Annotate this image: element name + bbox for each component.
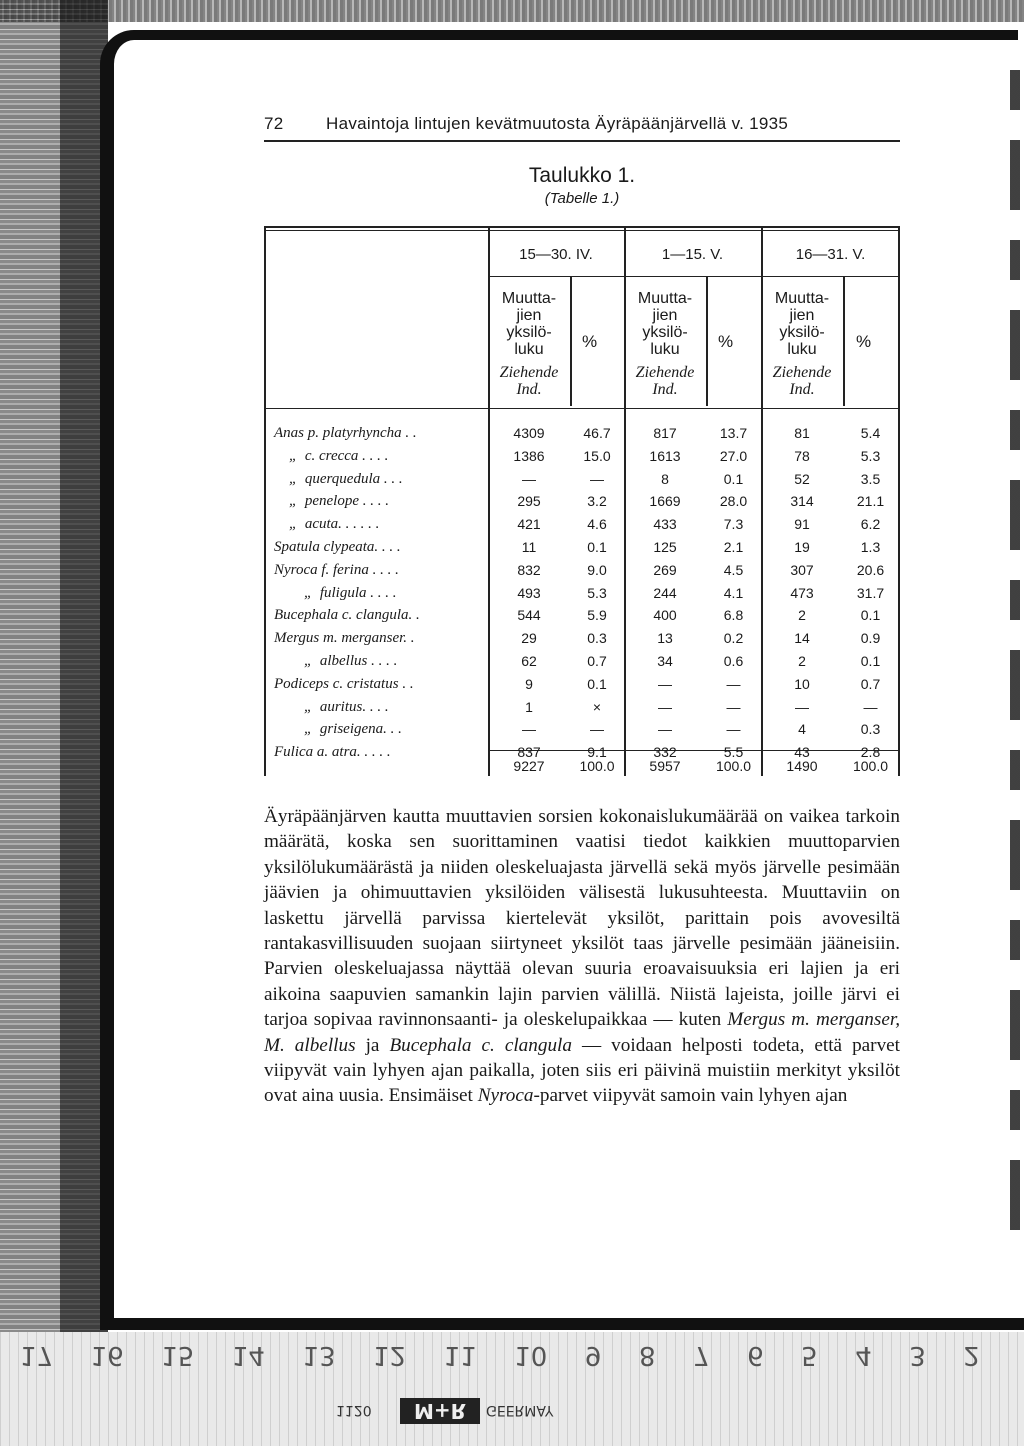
percent-cell: 0.1: [860, 652, 881, 669]
ruler-logo: M+R: [400, 1398, 480, 1424]
count-cell: 14: [794, 630, 810, 647]
ruler-number: 3: [909, 1340, 926, 1370]
percent-cell: 1.3: [860, 538, 881, 555]
table-row: [264, 653, 900, 676]
ruler-number: 7: [693, 1340, 710, 1370]
species-name: „ griseigena. . .: [274, 721, 402, 738]
count-cell: 1669: [649, 493, 681, 510]
total-percent-1: 100.0: [579, 758, 615, 774]
percent-cell: 5.4: [860, 425, 881, 441]
period-3: 16—31. V.: [795, 246, 866, 263]
count-cell: 832: [517, 561, 541, 578]
col-subdivider-3: [843, 276, 845, 406]
count-cell: 421: [517, 516, 541, 533]
table-row: [264, 607, 900, 630]
body-paragraph: Äyräpäänjärven kautta muuttavien sorsien kokonaislukumäärää on vaikea tarkoin määrätä, koska sen suorittaminen vaatisi tiedot kaikkien muuttoparvien yksilölukumäärästä ja niiden oleskeluajasta järvellä sekä myös järvelle pesimään jäävien ja ohimuuttavien yksilöiden välisestä lukusuhteesta. Muuttaviin on laskettu järvellä parvissa kiertelevät yksilöt, parittain pois avovesiltä rantakasvillisuuden suojaan siirtyneet yksilöt taas järvelle pesimään jääneisiin. Parvien oleskeluajassa näyttää olevan suuria eroavaisuuksia eri lajien ja eri aikoina saapuvien samankin lajin parvien välillä. Niistä lajeista, joille järvi ei tarjoa sopivaa ravinnonsaanti- ja oleskelupaikkaa — kuten Mergus m. merganser, M. albellus ja Bucephala c. clangula — voidaan helposti todeta, että parvet viipyvät vain lyhyen ajan paikalla, joten siis eri päivinä muistiin merkityt yksilöt ovat aina uusia. Ensimäiset Nyroca-parvet viipyvät samoin vain lyhyen ajan: [264, 806, 901, 1107]
percent-cell: 46.7: [583, 425, 611, 441]
percent-cell: 5.9: [587, 607, 607, 624]
count-cell: 125: [653, 538, 677, 555]
percent-cell: —: [863, 698, 878, 715]
count-header-2: Muutta- jien yksilö- luku Ziehende Ind.: [635, 290, 695, 398]
count-cell: —: [522, 470, 536, 487]
count-cell: —: [658, 721, 672, 738]
count-cell: 13: [657, 630, 673, 647]
table-subtitle: (Tabelle 1.): [544, 190, 620, 207]
count-cell: 78: [794, 447, 810, 464]
percent-cell: 0.1: [587, 538, 607, 555]
table-row: [264, 699, 900, 722]
ruler-brand: GEERMAY: [486, 1402, 554, 1418]
ruler-number: 9: [584, 1340, 602, 1370]
count-cell: 544: [517, 607, 541, 624]
ruler-number: 4: [855, 1340, 872, 1370]
percent-cell: 9.1: [587, 744, 607, 761]
table-row: [264, 721, 900, 744]
count-cell: 62: [521, 652, 537, 669]
species-name: „ querquedula . . .: [274, 470, 403, 487]
species-name: „ penelope . . . .: [274, 493, 389, 510]
ruler-number: 14: [231, 1340, 265, 1370]
total-percent-3: 100.0: [852, 758, 889, 774]
percent-cell: 9.0: [587, 561, 607, 578]
species-name: „ fuligula . . . .: [274, 584, 397, 601]
ruler-code: 1120: [336, 1402, 372, 1418]
count-cell: 1613: [649, 447, 681, 464]
count-header-3: Muutta- jien yksilö- luku Ziehende Ind.: [772, 290, 832, 398]
table-row: [264, 539, 900, 562]
header-rule: [264, 140, 900, 142]
scan-edge-right: [1010, 70, 1020, 1230]
percent-cell: 27.0: [719, 447, 748, 464]
percent-cell: —: [726, 698, 741, 715]
count-cell: 307: [790, 561, 814, 578]
count-cell: 433: [653, 516, 677, 533]
header-bottom-rule: [264, 408, 900, 409]
count-cell: 314: [790, 493, 814, 510]
percent-cell: 0.7: [587, 652, 607, 669]
ruler-number: 8: [638, 1340, 656, 1370]
percent-cell: 3.5: [860, 470, 881, 487]
count-cell: 837: [517, 744, 541, 761]
species-name: Nyroca f. ferina . . . .: [274, 561, 399, 578]
page-number: 72: [264, 114, 284, 133]
percent-cell: 0.1: [860, 607, 881, 624]
total-count-3: 1490: [786, 758, 818, 774]
col-subdivider-1: [570, 276, 572, 406]
table-top-rule-2: [264, 230, 900, 231]
period-rule: [488, 276, 900, 277]
percent-cell: 0.6: [723, 652, 744, 669]
percent-cell: 2.8: [860, 744, 881, 761]
ruler-number: 15: [161, 1340, 195, 1370]
percent-cell: 13.7: [719, 425, 748, 441]
total-count-1: 9227: [513, 758, 545, 774]
species-name: Fulica a. atra. . . . .: [274, 744, 391, 761]
count-cell: 473: [790, 584, 814, 601]
count-cell: 244: [653, 584, 677, 601]
percent-cell: 0.1: [723, 470, 744, 487]
table-row: [264, 425, 900, 448]
count-cell: 1: [525, 698, 533, 715]
count-cell: 2: [798, 607, 806, 624]
percent-header-1: %: [582, 332, 598, 351]
percent-cell: 6.2: [860, 516, 881, 533]
percent-cell: —: [590, 470, 604, 487]
count-cell: 9: [525, 675, 533, 692]
percent-cell: 2.1: [723, 538, 744, 555]
percent-cell: —: [590, 721, 604, 738]
count-cell: 52: [794, 470, 810, 487]
count-cell: 295: [517, 493, 541, 510]
percent-cell: 0.2: [723, 630, 744, 647]
percent-cell: 0.3: [587, 630, 607, 647]
percent-cell: 21.1: [856, 493, 885, 510]
total-count-2: 5957: [649, 758, 681, 774]
scan-edge-top: [0, 0, 1024, 22]
ruler-number: 13: [302, 1340, 336, 1370]
percent-cell: 28.0: [719, 493, 748, 510]
percent-cell: 5.5: [723, 744, 744, 761]
percent-cell: 6.8: [723, 607, 744, 624]
species-name: Podiceps c. cristatus . .: [274, 675, 414, 692]
percent-cell: 4.6: [587, 516, 607, 533]
table-row: [264, 585, 900, 608]
page-frame-bottom: [100, 1318, 1024, 1330]
col-subdivider-2: [706, 276, 708, 406]
count-cell: 91: [794, 516, 810, 533]
count-cell: 332: [653, 744, 677, 761]
count-cell: 2: [798, 652, 806, 669]
period-2: 1—15. V.: [661, 246, 724, 263]
percent-cell: 15.0: [583, 447, 611, 464]
ruler-number: 2: [963, 1340, 980, 1370]
count-cell: 4: [798, 721, 806, 738]
table-row: [264, 630, 900, 653]
running-title: Havaintoja lintujen kevätmuutosta Äyräpäänjärvellä v. 1935: [326, 114, 789, 133]
table-row: [264, 516, 900, 539]
table-title: Taulukko 1.: [528, 164, 636, 187]
count-cell: 4309: [513, 425, 545, 441]
count-cell: 19: [794, 538, 810, 555]
species-name: „ c. crecca . . . .: [274, 447, 389, 464]
count-cell: 34: [657, 652, 673, 669]
count-cell: 1386: [513, 447, 545, 464]
count-cell: 817: [653, 425, 677, 441]
table-body: [264, 425, 900, 767]
count-cell: 493: [517, 584, 541, 601]
percent-header-3: %: [856, 332, 872, 351]
total-percent-2: 100.0: [715, 758, 752, 774]
running-head: [264, 114, 900, 134]
percent-cell: 3.2: [587, 493, 607, 510]
count-cell: —: [658, 698, 672, 715]
count-cell: 10: [794, 675, 810, 692]
percent-cell: 4.1: [723, 584, 744, 601]
count-cell: —: [522, 721, 536, 738]
percent-cell: 4.5: [723, 561, 744, 578]
species-name: Bucephala c. clangula. .: [274, 607, 420, 624]
percent-cell: 5.3: [860, 447, 881, 464]
species-name: „ auritus. . . .: [274, 698, 389, 715]
count-cell: 29: [521, 630, 537, 647]
percent-cell: 31.7: [856, 584, 885, 601]
count-cell: —: [658, 675, 672, 692]
percent-cell: 0.3: [860, 721, 881, 738]
percent-cell: 0.9: [860, 630, 881, 647]
percent-cell: —: [726, 721, 741, 738]
count-cell: 8: [661, 470, 669, 487]
species-name: „ acuta. . . . . .: [274, 516, 380, 533]
table-top-rule: [264, 226, 900, 228]
count-cell: 269: [653, 561, 677, 578]
species-name: Spatula clypeata. . . .: [274, 538, 401, 555]
ruler-numbers: [20, 1340, 980, 1370]
period-1: 15—30. IV.: [519, 246, 593, 263]
migration-table: [264, 226, 900, 776]
table-row: [264, 676, 900, 699]
percent-cell: —: [726, 675, 741, 692]
count-cell: 81: [794, 425, 810, 441]
table-row: [264, 471, 900, 494]
ruler-number: 17: [20, 1340, 54, 1370]
count-cell: —: [795, 698, 809, 715]
table-row: [264, 562, 900, 585]
table-row: [264, 493, 900, 516]
percent-cell: 7.3: [723, 516, 744, 533]
ruler-number: 5: [801, 1340, 818, 1370]
species-name: Anas p. platyrhyncha . .: [274, 425, 417, 441]
percent-cell: 0.7: [860, 675, 881, 692]
percent-header-2: %: [718, 332, 734, 351]
species-name: Mergus m. merganser. .: [274, 630, 415, 647]
ruler-number: 6: [747, 1340, 764, 1370]
percent-cell: 5.3: [587, 584, 607, 601]
table-row: [264, 448, 900, 471]
ruler-number: 16: [90, 1340, 124, 1370]
count-header-1: Muutta- jien yksilö- luku Ziehende Ind.: [499, 290, 559, 398]
ruler-number: 10: [514, 1340, 548, 1370]
count-cell: 400: [653, 607, 677, 624]
count-cell: 43: [794, 744, 810, 761]
ruler-number: 11: [443, 1340, 477, 1370]
species-name: „ albellus . . . .: [274, 652, 398, 669]
percent-cell: 0.1: [587, 675, 607, 692]
percent-cell: ×: [592, 698, 602, 715]
percent-cell: 20.6: [856, 561, 885, 578]
count-cell: 11: [521, 538, 537, 555]
ruler-number: 12: [373, 1340, 407, 1370]
